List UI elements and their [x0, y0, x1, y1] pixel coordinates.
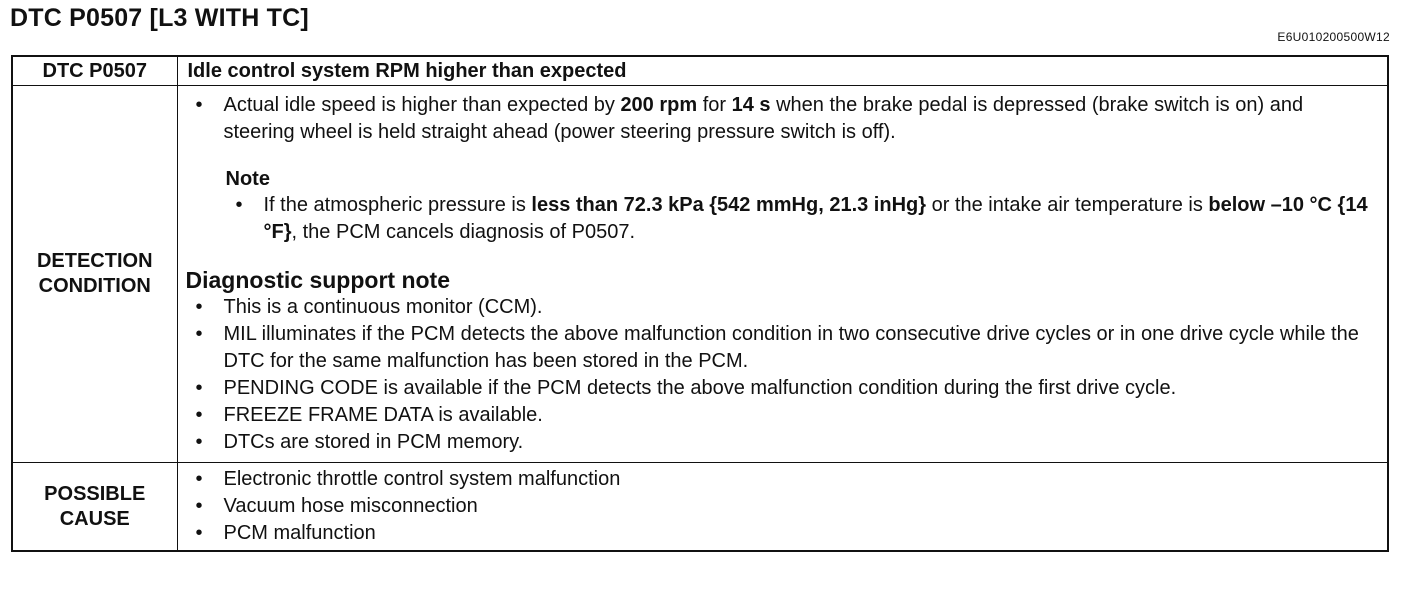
pressure-threshold: less than 72.3 kPa {542 mmHg, 21.3 inHg}	[531, 194, 927, 216]
time-threshold: 14 s	[731, 94, 771, 116]
possible-cause-row	[12, 463, 1388, 552]
page-title: DTC P0507 [L3 WITH TC]	[10, 4, 309, 32]
list-item: • PENDING CODE is available if the PCM detects the above malfunction condition during the first drive cycle.	[186, 375, 1380, 402]
list-item: • PCM malfunction	[186, 520, 1380, 547]
dtc-table	[11, 55, 1389, 552]
support-note-list	[186, 294, 1380, 456]
possible-cause-content	[177, 463, 1388, 552]
document-code: E6U010200500W12	[1277, 30, 1390, 44]
cause-list	[186, 466, 1380, 547]
detection-condition-row	[12, 86, 1388, 463]
condition-item: • Actual idle speed is higher than expected by 200 rpm for 14 s when the brake pedal is depressed (brake switch is on) and steering wheel is held straight ahead (power steering pressure switch is off).	[186, 92, 1380, 146]
possible-cause-label: POSSIBLE CAUSE	[12, 463, 177, 552]
condition-list	[186, 92, 1380, 146]
detection-condition-label: DETECTION CONDITION	[12, 86, 177, 463]
dtc-description-cell: Idle control system RPM higher than expected	[177, 56, 1388, 86]
list-item: • Vacuum hose misconnection	[186, 493, 1380, 520]
table-header-row	[12, 56, 1388, 86]
list-item: • This is a continuous monitor (CCM).	[186, 294, 1380, 321]
list-item: • DTCs are stored in PCM memory.	[186, 429, 1380, 456]
note-block	[226, 166, 1380, 246]
support-note-title: Diagnostic support note	[185, 267, 450, 293]
note-list	[226, 192, 1380, 246]
detection-condition-content	[177, 86, 1388, 463]
note-item: • If the atmospheric pressure is less than 72.3 kPa {542 mmHg, 21.3 inHg} or the intake air temperature is below –10 °C {14 °F}, the PCM cancels diagnosis of P0507.	[226, 192, 1380, 246]
list-item: • MIL illuminates if the PCM detects the above malfunction condition in two consecutive drive cycles or in one drive cycle while the DTC for the same malfunction has been stored in the PCM.	[186, 321, 1380, 375]
list-item: • Electronic throttle control system malfunction	[186, 466, 1380, 493]
dtc-code-cell: DTC P0507	[12, 56, 177, 86]
temperature-threshold: below –10 °C {14 °F}	[263, 194, 1368, 243]
note-title: Note	[225, 168, 270, 190]
rpm-threshold: 200 rpm	[620, 94, 698, 116]
list-item: • FREEZE FRAME DATA is available.	[186, 402, 1380, 429]
